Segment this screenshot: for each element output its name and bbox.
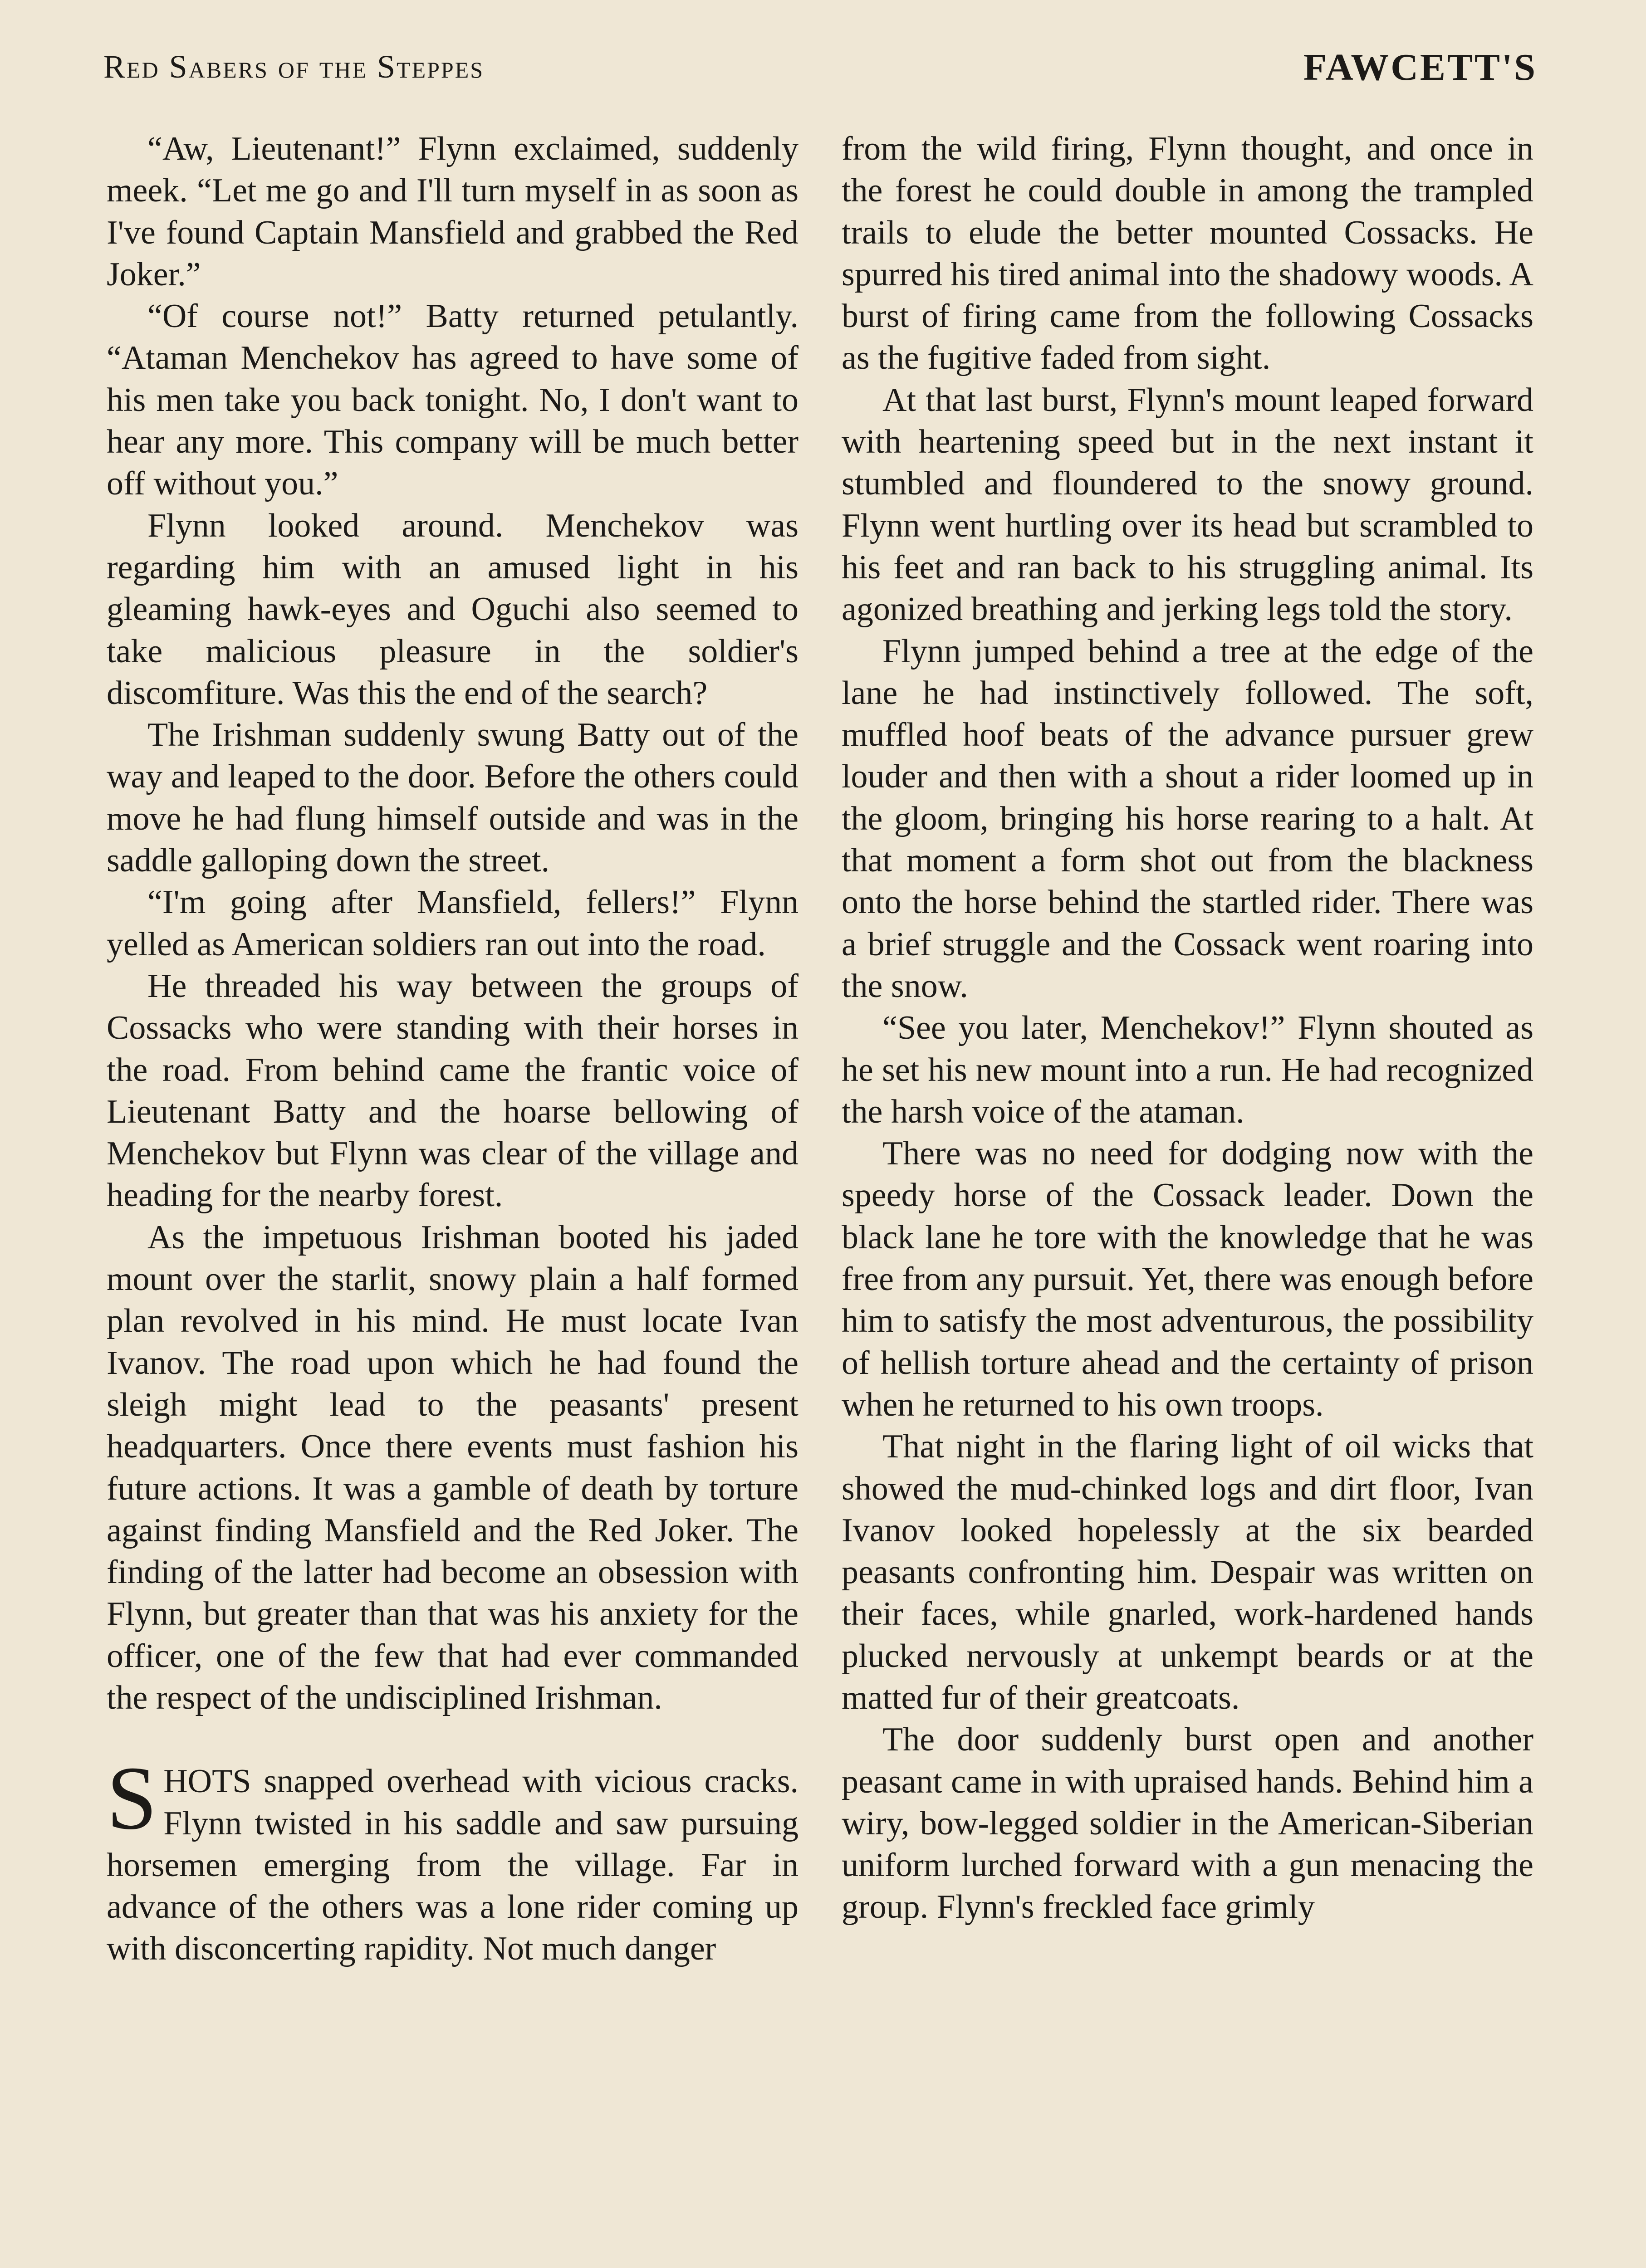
section-opening-paragraph [107, 1748, 799, 1970]
paragraph: “Aw, Lieutenant!” Flynn exclaimed, suddenly meek. “Let me go and I'll turn myself in as soon as I've found Captain Mansfield and grabbed the Red Joker.” [107, 130, 799, 293]
paragraph-continuation: from the wild firing, Flynn thought, and once in the forest he could double in among the trampled trails to elude the better mounted Cossacks. He spurred his tired animal into the shadowy woods. A burst of firing came from the following Cossacks as the fugitive faded from sight. [842, 130, 1533, 377]
paragraph: Flynn looked around. Menchekov was regarding him with an amused light in his gleaming hawk-eyes and Oguchi also seemed to take malicious pleasure in the soldier's discomfiture. Was this the end of the search? [107, 507, 799, 712]
right-column [842, 128, 1533, 1928]
paragraph: “See you later, Menchekov!” Flynn shouted as he set his new mount into a run. He had recognized the harsh voice of the ataman. [842, 1009, 1533, 1130]
paragraph: Flynn jumped behind a tree at the edge of the lane he had instinctively followed. The soft, muffled hoof beats of the advance pursuer grew louder and then with a shout a rider loomed up in the gloom, bringing his horse rearing to a halt. At that moment a form shot out from the blackness onto the horse behind the startled rider. There was a brief struggle and the Cossack went roaring into the snow. [842, 632, 1533, 1005]
magazine-name: FAWCETT'S [1303, 46, 1537, 88]
paragraph: “Of course not!” Batty returned petulantly. “Ataman Menchekov has agreed to have some of his men take you back tonight. No, I don't want to hear any more. This company will be much better off without you.” [107, 298, 799, 503]
paragraph: There was no need for dodging now with the speedy horse of the Cossack leader. Down the black lane he tore with the knowledge that he was free from any pursuit. Yet, there was enough before him to satisfy the most adventurous, the possibility of hellish torture ahead and the certainty of prison when he returned to his own troops. [842, 1135, 1533, 1423]
paragraph: “I'm going after Mansfield, fellers!” Flynn yelled as American soldiers ran out into the road. [107, 884, 799, 963]
paragraph: He threaded his way between the groups of Cossacks who were standing with their horses in the road. From behind came the frantic voice of Lieutenant Batty and the hoarse bellowing of Menchekov but Flynn was clear of the village and heading for the nearby forest. [107, 967, 799, 1214]
page-header [103, 42, 1537, 92]
paragraph: The door suddenly burst open and another peasant came in with upraised hands. Behind him a wiry, bow-legged soldier in the American-Siberian uniform lurched forward with a gun menacing the group. Flynn's freckled face grimly [842, 1721, 1533, 1926]
left-column [107, 128, 799, 1970]
paragraph: That night in the flaring light of oil wicks that showed the mud-chinked logs and dirt floor, Ivan Ivanov looked hopelessly at the six bearded peasants confronting him. Despair was written on their faces, while gnarled, work-hardened hands plucked nervously at unkempt beards or at the matted fur of their greatcoats. [842, 1428, 1533, 1716]
paragraph: At that last burst, Flynn's mount leaped forward with heartening speed but in the next instant it stumbled and floundered to the snowy ground. Flynn went hurtling over its head but scrambled to his feet and ran back to his struggling animal. Its agonized breathing and jerking legs told the story. [842, 381, 1533, 628]
paragraph: The Irishman suddenly swung Batty out of the way and leaped to the door. Before the others could move he had flung himself outside and was in the saddle galloping down the street. [107, 716, 799, 880]
drop-cap: S [107, 1748, 157, 1849]
section-opening-text: HOTS snapped overhead with vicious cracks. Flynn twisted in his saddle and saw pursuing horsemen emerging from the village. Far in advance of the others was a lone rider coming up with disconcerting rapidity. Not much danger [107, 1763, 799, 1968]
paragraph: As the impetuous Irishman booted his jaded mount over the starlit, snowy plain a half formed plan revolved in his mind. He must locate Ivan Ivanov. The road upon which he had found the sleigh might lead to the peasants' present headquarters. Once there events must fashion his future actions. It was a gamble of death by torture against finding Mansfield and the Red Joker. The finding of the latter had become an obsession with Flynn, but greater than that was his anxiety for the officer, one of the few that had ever commanded the respect of the undisciplined Irishman. [107, 1218, 799, 1716]
running-title: Red Sabers of the Steppes [103, 49, 485, 85]
